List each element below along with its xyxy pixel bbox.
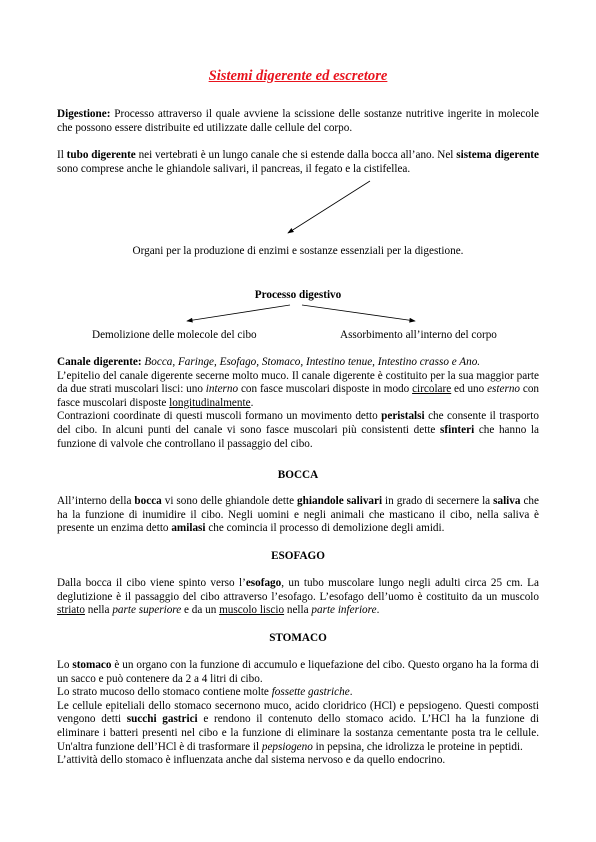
demolizione-label: Demolizione delle molecole del cibo: [92, 329, 257, 341]
canale-list-line: Canale digerente: Bocca, Faringe, Esofago, Stomaco, Intestino tenue, Intestino crasso e Ano.: [57, 356, 481, 368]
paragraph-esofago: Dalla bocca il cibo viene spinto verso l’esofago, un tubo muscolare lungo negli adulti circa 25 cm. La deglutizione è il passaggio del cibo attraverso l’esofago. L’esofago dell’uomo è costituito da un muscolo striato nella parte superiore e da un muscolo liscio nella parte inferiore.: [57, 577, 539, 617]
term-sistema-digerente: sistema digerente: [456, 149, 539, 161]
paragraph-succhi-gastrici: Le cellule epiteliali dello stomaco secernono muco, acido cloridrico (HCl) e pepsiogeno. Questi composti vengono detti succhi gastrici e rendono il contenuto dello stomaco acido. L’HCl ha la funzione di eliminare i batteri presenti nel cibo e la funzione di eliminare la sostanza cementante posta tra le cellule. Un'altra funzione dell’HCl è di trasformare il pepsiogeno in pepsina, che idrolizza le proteine in peptidi.: [57, 699, 539, 753]
stomaco-heading: STOMACO: [269, 632, 327, 644]
paragraph-peristalsi: Contrazioni coordinate di questi muscoli formano un movimento detto peristalsi che consente il trasporto del cibo. In alcuni punti del canale vi sono fasce muscolari più consistenti dette sfinteri che hanno la funzione di valvole che controllano il passaggio del cibo.: [57, 410, 539, 450]
paragraph-digestione: Digestione: Processo attraverso il quale avviene la scissione delle sostanze nutritive ingerite in molecole che possono essere distribuite ed utilizzate dalle cellule del corpo.: [57, 108, 539, 134]
section-canale-digerente: [57, 356, 539, 451]
organi-label: Organi per la produzione di enzimi e sostanze essenziali per la digestione.: [132, 245, 464, 257]
paragraph-bocca: All’interno della bocca vi sono delle ghiandole dette ghiandole salivari in grado di secernere la saliva che ha la funzione di inumidire il cibo. Negli uomini e negli animali che masticano il cibo, nella saliva è presente un enzima detto amilasi che comincia il processo di demolizione degli amidi.: [57, 495, 539, 535]
paragraph-attivita-stomaco: L’attività dello stomaco è influenzata anche dal sistema nervoso e da quello endocrino.: [57, 754, 446, 767]
paragraph-strato-mucoso: Lo strato mucoso dello stomaco contiene molte fossette gastriche.: [57, 686, 353, 699]
esofago-heading: ESOFAGO: [271, 550, 325, 562]
page-title: Sistemi digerente ed escretore: [208, 68, 388, 84]
term-canale-digerente: Canale digerente:: [57, 356, 142, 368]
paragraph-tubo-digerente: Il tubo digerente nei vertebrati è un lungo canale che si estende dalla bocca all’ano. Nel sistema digerente sono comprese anche le ghiandole salivari, il pancreas, il fegato e la cistifellea.: [57, 149, 539, 175]
paragraph-epitelio: L’epitelio del canale digerente secerne molto muco. Il canale digerente è costituito per la sua maggior parte da due strati muscolari lisci: uno interno con fasce muscolari disposte in modo circolare ed uno esterno con fasce muscolari disposte longitudinalmente.: [57, 369, 540, 409]
paragraph-stomaco-funzione: Lo stomaco è un organo con la funzione di accumulo e liquefazione del cibo. Questo organo ha la forma di un sacco e può contenere da 2 a 4 litri di cibo.: [57, 659, 539, 685]
assorbimento-label: Assorbimento all’interno del corpo: [340, 329, 497, 341]
term-digestione: Digestione:: [57, 108, 111, 120]
bocca-heading: BOCCA: [277, 469, 319, 481]
arrow-to-organi: [288, 181, 370, 233]
term-tubo-digerente: tubo digerente: [66, 149, 136, 161]
section-stomaco: [57, 659, 539, 768]
arrow-to-demolizione: [187, 305, 290, 321]
arrow-to-assorbimento: [302, 305, 415, 321]
processo-digestivo-heading: Processo digestivo: [254, 289, 342, 301]
